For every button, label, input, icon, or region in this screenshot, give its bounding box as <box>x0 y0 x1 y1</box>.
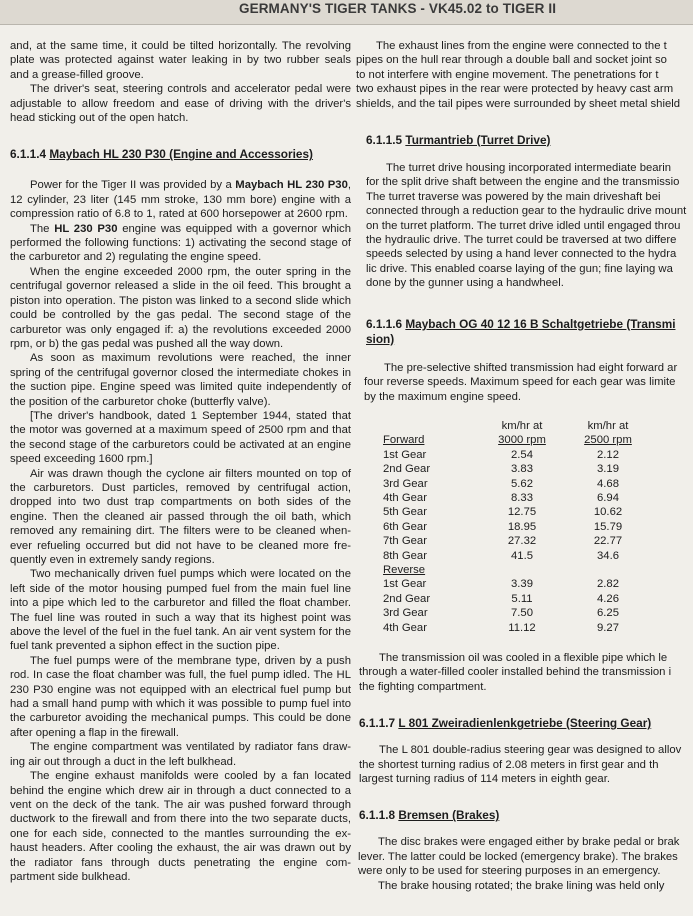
section-heading-brakes: 6.1.1.8 Bremsen (Brakes) <box>359 808 500 823</box>
transmission-paragraph: The pre-selective shifted transmission had eight forward ar four reverse speeds. Maximum speed for each gear was limite by the maximum engine speed. <box>364 361 678 403</box>
table-row: 3rd Gear 5.62 4.68 <box>383 477 619 490</box>
brakes-paragraph: The disc brakes were engaged either by brake pedal or brak lever. The latter could be locked (emergency brake). The brakes were only to be used for steering purposes in an emergency. The brake housing rotated; the brake lining was held only <box>358 836 680 892</box>
section-heading-turret: 6.1.1.5 Turmantrieb (Turret Drive) <box>366 133 551 148</box>
section-number: 6.1.1.4 <box>10 147 47 162</box>
table-row: 2nd Gear 3.83 3.19 <box>383 463 619 476</box>
engine-paragraph-7: Two mechanically driven fuel pumps which were located on the left side of the motor housing pumped fuel from the main fuel line into a pipe which led to the carburetor and filled the float chamber. The fuel line was routed in such a way that its highest point was above the level of the fuel in the fuel tank. An air vent system for the fuel tank prevented a siphon effect in the suction pipe. <box>10 568 351 653</box>
engine-paragraph-9: The engine compartment was ventilated by radiator fans draw-ing air out through a duct in the left bulkhead. <box>10 741 351 768</box>
table-row: 4th Gear 11.12 9.27 <box>383 621 619 634</box>
intro-paragraph-1: and, at the same time, it could be tilted horizontally. The revolving plate was protected against water leaking in by two rubber seals and a grease-filled groove. <box>10 40 351 81</box>
table-header-row <box>383 419 651 433</box>
engine-paragraph-1: Power for the Tiger II was provided by a Maybach HL 230 P30, 12 cylinder, 23 liter (145 mm stroke, 130 mm bore) engine with a compression ratio of 6.8 to 1, rated at 600 horsepower at 2600 rpm. <box>10 179 352 221</box>
engine-paragraph-5: [The driver's handbook, dated 1 September 1944, stated that the motor was governed at a maximum speed of 2500 rpm and that the second stage of the carburetors could be activated at an engine speed exceeding 1600 rpm.] <box>10 409 351 466</box>
left-column <box>10 39 351 884</box>
engine-paragraph-3: When the engine exceeded 2000 rpm, the outer spring in the centrifugal governor released a slide in the oil feed. This brought a piston into operation. The piston was linked to a second slide which could be controlled by the gas pedal. The second stage of the carburetor was only engaged if: a) the revolutions exceeded 2000 rpm, or b) the gas pedal was pushed all the way down. <box>10 265 351 350</box>
section-heading-engine <box>10 147 351 162</box>
table-row: 4th Gear 8.33 6.94 <box>383 491 619 504</box>
reverse-label: Reverse <box>383 563 426 576</box>
table-row: 1st Gear 2.54 2.12 <box>383 448 619 461</box>
table-row: 5th Gear 12.75 10.62 <box>383 506 623 519</box>
engine-paragraph-10: The engine exhaust manifolds were cooled by a fan located behind the engine which drew air in through a duct connected to a vent on the deck of the tank. The air was pushed forward through ductwork to the firewall and from there into the two separate ducts, one for each side, connected to the mantles surrounding the ex-haust headers. After cooling the exhaust, the air was drawn out by the radiator fans through ducts penetrating the engine com-partment side bulkhead. <box>10 770 351 883</box>
exhaust-paragraph: The exhaust lines from the engine were connected to the t pipes on the hull rear through a double ball and socket joint so to not interfere with engine movement. The penetrations for t two exhaust pipes in the rear were protected by heavy cast arm shields, and the tail pipes were surrounded by sheet metal shield <box>356 40 681 110</box>
forward-label: Forward <box>383 434 425 447</box>
table-row: 2nd Gear 5.11 4.26 <box>383 592 619 605</box>
running-header-title: GERMANY'S TIGER TANKS - VK45.02 to TIGER II <box>239 1 557 16</box>
turret-paragraph: The turret drive housing incorporated intermediate bearin for the split drive shaft between the engine and the transmissio The turret traverse was powered by the main driveshaft bei connected through a reduction gear to the hydraulic drive mount on the turret platform. The turret drive idled until engaged throu the hydraulic drive. The turret could be traversed at two differe speeds selected by using a hand lever connected to the hydra lic drive. This enabled coarse laying of the gun; fine laying wa done by the gunner using a handwheel. <box>366 162 687 290</box>
page-header <box>0 0 693 25</box>
table-row <box>383 563 651 577</box>
engine-paragraph-2: The HL 230 P30 engine was equipped with a governor which performed the following functions: 1) activating the second stage of the carburetor and 2) regulating the engine speed. <box>10 222 351 264</box>
engine-paragraph-4: As soon as maximum revolutions were reached, the inner spring of the centrifugal governor closed the intermediate chokes in the suction pipe. Engine speed was limited quite independently of the position of the carburetor choke (butterfly valve). <box>10 352 351 408</box>
table-header-row: Forward 3000 rpm 2500 rpm <box>383 434 632 447</box>
section-title: Maybach HL 230 P30 (Engine and Accessories) <box>49 147 313 162</box>
section-heading-transmission: 6.1.1.6 Maybach OG 40 12 16 B Schaltgetriebe (Transmi sion) <box>366 316 676 346</box>
table-row: 3rd Gear 7.50 6.25 <box>383 607 619 620</box>
table-row: 7th Gear 27.32 22.77 <box>383 535 623 548</box>
section-heading-steering: 6.1.1.7 L 801 Zweiradienlenkgetriebe (Steering Gear) <box>359 716 652 731</box>
steering-paragraph: The L 801 double-radius steering gear was designed to allov the shortest turning radius of 2.08 meters in first gear and th largest turning radius of 114 meters in eighth gear. <box>359 744 682 786</box>
intro-paragraph-2: The driver's seat, steering controls and accelerator pedal were adjustable to allow freedom and ease of driving with the driver's head sticking out of the open hatch. <box>10 83 351 125</box>
table-row: 1st Gear 3.39 2.82 <box>383 578 619 591</box>
col-head-3000: km/hr at <box>501 419 543 432</box>
table-row: 8th Gear 41.5 34.6 <box>383 549 619 562</box>
engine-paragraph-8: The fuel pumps were of the membrane type, driven by a push rod. In case the float chamber was full, the fuel pump idled. The HL 230 P30 engine was not equipped with an electrical fuel pump but had a small hand pump with which it was possible to pump fuel into the carburetor avoiding the mechanical pumps. This could be done after opening a flap in the firewall. <box>10 654 351 739</box>
engine-paragraph-6: Air was drawn though the cyclone air filters mounted on top of the carburetors. Dust particles, removed by centrifugal action, dropped into two dust trap compartments on both sides of the engine. Then the cleaned air passed through the oil bath, which removed any remaining dirt. The filters were to be cleaned when-ever refueling occurred but did not have to be cleaned more fre-quently even in extremely sandy regions. <box>10 467 351 566</box>
col-head-2500: km/hr at <box>587 419 629 432</box>
gear-speed-table <box>383 419 651 635</box>
oil-cooling-paragraph: The transmission oil was cooled in a flexible pipe which le through a water-filled cooler installed behind the transmission i the fighting compartment. <box>359 652 672 693</box>
table-row: 6th Gear 18.95 15.79 <box>383 520 623 533</box>
right-column <box>356 39 693 916</box>
